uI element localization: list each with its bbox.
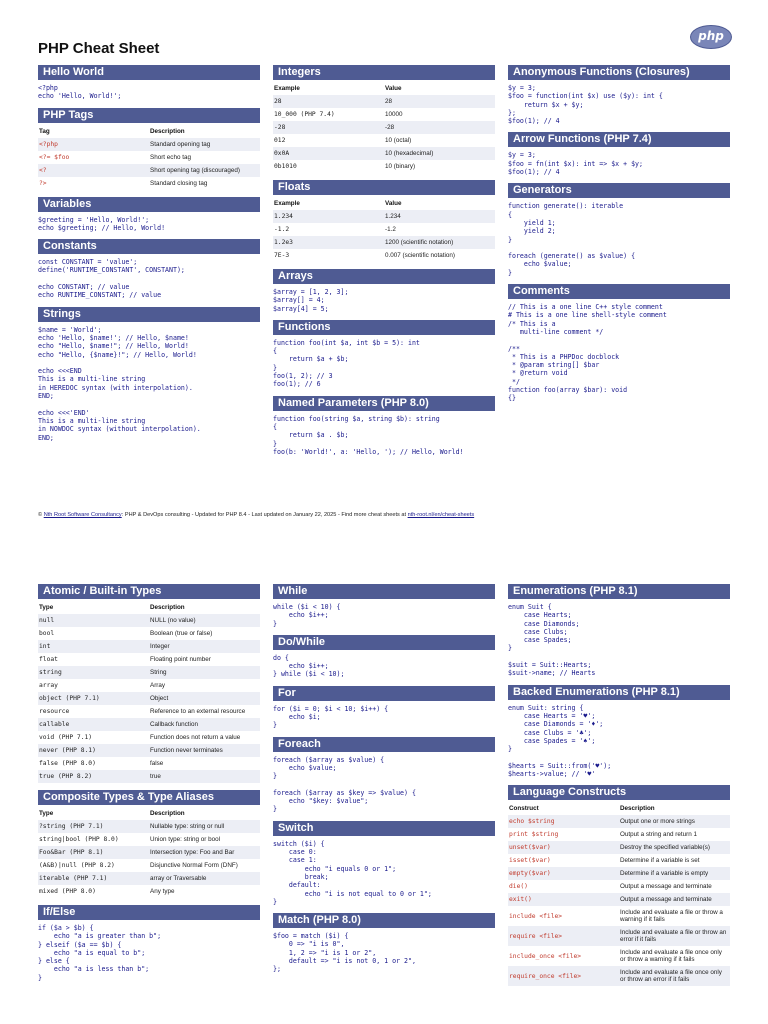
table-cell-key: object (PHP 7.1) <box>38 692 149 705</box>
table-row <box>508 867 730 880</box>
code-block: function foo(string $a, string $b): string { return $a . $b; } foo(b: 'World!', a: 'Hello, '); // Hello, World! <box>273 414 464 456</box>
table-cell-key: require <file> <box>508 926 619 946</box>
table-cell-key: (A&B)|null (PHP 8.2) <box>39 862 115 869</box>
table-cell-key: Foo&Bar (PHP 8.1) <box>38 846 149 859</box>
section-title: Arrays <box>273 269 495 284</box>
column-header: Description <box>620 805 655 813</box>
table-cell-key: ?string (PHP 7.1) <box>38 820 149 833</box>
table-cell-key: ?> <box>39 179 47 187</box>
table-cell-key: float <box>39 656 58 663</box>
section-title: Functions <box>273 320 495 335</box>
table-cell-value: true <box>149 770 260 783</box>
code-block: function foo(int $a, int $b = 5): int { return $a + $b; } foo(1, 2); // 3 foo(1); // 6 <box>273 338 420 389</box>
table-cell-key: <?php <box>38 138 149 151</box>
table-row <box>273 210 495 223</box>
page2-column-1 <box>38 584 260 989</box>
table-cell-value: -28 <box>384 121 495 134</box>
table-cell-value: Output a string and return 1 <box>620 831 698 839</box>
code-block: do { echo $i++; } while ($i < 10); <box>273 653 345 679</box>
section-title: Language Constructs <box>508 785 730 800</box>
table-cell-value: Determine if a variable is empty <box>619 867 730 880</box>
section-if-else <box>38 905 260 982</box>
php-logo: php <box>690 25 732 49</box>
code-block: foreach ($array as $value) { echo $value; } foreach ($array as $key => $value) { echo "$key: $value"; } <box>273 755 416 814</box>
table-cell-value: Short echo tag <box>150 153 191 161</box>
table-cell-key: true (PHP 8.2) <box>38 770 149 783</box>
table-cell-value: Reference to an external resource <box>150 708 246 715</box>
table-cell-key: 0x0A <box>273 147 384 160</box>
table-cell-value: 28 <box>384 95 495 108</box>
language-constructs-table <box>508 804 730 986</box>
table-row <box>508 906 730 926</box>
section-match <box>273 913 495 973</box>
table-header-row <box>508 804 730 815</box>
table-cell-key: exit() <box>508 893 619 906</box>
section-generators <box>508 183 730 277</box>
table-cell-value: Determine if a variable is set <box>620 857 700 865</box>
section-title: Constants <box>38 239 260 254</box>
table-row <box>273 160 495 173</box>
table-cell-value: Any type <box>150 888 175 895</box>
table-row <box>273 95 495 108</box>
table-row <box>38 164 260 177</box>
table-row <box>508 966 730 986</box>
section-title: Match (PHP 8.0) <box>273 913 495 928</box>
table-row <box>273 121 495 134</box>
table-cell-value: Standard closing tag <box>150 179 208 187</box>
table-cell-key: empty($var) <box>508 867 619 880</box>
column-header: Value <box>385 200 402 207</box>
table-cell-key: void (PHP 7.1) <box>39 734 93 741</box>
page2-column-2 <box>273 584 495 981</box>
table-cell-key: 7E-3 <box>274 252 290 259</box>
section-named-parameters <box>273 396 495 456</box>
table-row <box>38 705 260 718</box>
code-block: if ($a > $b) { echo "a is greater than b"; } elseif ($a == $b) { echo "a is equal to b"; } else { echo "a is less than b"; } <box>38 924 162 982</box>
table-row <box>38 757 260 770</box>
section-title: While <box>273 584 495 599</box>
table-row <box>273 147 495 160</box>
column-header: Type <box>39 604 54 611</box>
section-title: If/Else <box>38 905 260 920</box>
section-for <box>273 686 495 730</box>
table-cell-value: Include and evaluate a file or throw a warning if it fails <box>620 909 723 924</box>
code-block: $y = 3; $foo = fn(int $x): int => $x + $y; $foo(1); // 4 <box>508 151 643 177</box>
code-block: const CONSTANT = 'value'; define('RUNTIME_CONSTANT', CONSTANT); echo CONSTANT; // value echo RUNTIME_CONSTANT; // value <box>38 258 185 300</box>
composite-types-table <box>38 809 260 898</box>
table-cell-value: Output one or more strings <box>619 815 730 828</box>
footer <box>38 512 474 518</box>
column-header: Type <box>39 810 54 817</box>
column-header: Tag <box>39 127 50 135</box>
column-3 <box>508 65 730 410</box>
table-cell-value: Floating point number <box>150 656 211 663</box>
table-header-row <box>38 127 260 138</box>
section-title: Foreach <box>273 737 495 752</box>
table-row <box>38 151 260 164</box>
code-block: // This is a one line C++ style comment # This is a one line shell-style comment /* This is a multi-line comment */ /** * This is a PHPDoc docblock * @param string[] $bar * @return void */ function foo(array $bar): void {} <box>508 303 667 403</box>
table-cell-value: -1.2 <box>385 226 396 233</box>
floats-table <box>273 199 495 262</box>
table-cell-value: Callback function <box>149 718 260 731</box>
section-arrow-functions <box>508 132 730 176</box>
section-do-while <box>273 635 495 679</box>
table-cell-key: unset($var) <box>508 841 619 854</box>
footer-prefix: © <box>38 512 44 518</box>
section-title: PHP Tags <box>38 108 260 123</box>
section-comments <box>508 284 730 403</box>
column-header: Description <box>150 604 185 611</box>
table-cell-value: Array <box>150 682 166 689</box>
column-header: Value <box>385 85 402 92</box>
table-cell-key: -1.2 <box>274 226 290 233</box>
table-cell-value: 1200 (scientific notation) <box>384 236 495 249</box>
page-title: PHP Cheat Sheet <box>38 40 160 57</box>
section-title: Do/While <box>273 635 495 650</box>
section-atomic-types <box>38 584 260 783</box>
table-cell-value: Boolean (true or false) <box>150 630 213 637</box>
table-cell-key: array <box>39 682 58 689</box>
table-row <box>38 653 260 666</box>
section-title: Composite Types & Type Aliases <box>38 790 260 805</box>
table-cell-value: Include and evaluate a file once only or throw a warning if it fails <box>620 949 722 964</box>
table-row <box>273 236 495 249</box>
table-cell-key: int <box>38 640 149 653</box>
table-row <box>38 679 260 692</box>
section-title: Enumerations (PHP 8.1) <box>508 584 730 599</box>
column-header: Example <box>274 200 300 207</box>
section-enumerations <box>508 584 730 678</box>
section-title: Arrow Functions (PHP 7.4) <box>508 132 730 147</box>
table-row <box>508 854 730 867</box>
column-header: Description <box>150 810 185 817</box>
code-block: enum Suit { case Hearts; case Diamonds; case Clubs; case Spades; } $suit = Suit::Hearts; $suit->name; // Hearts <box>508 603 596 678</box>
table-cell-value: Object <box>149 692 260 705</box>
section-title: Atomic / Built-in Types <box>38 584 260 599</box>
table-cell-value: Output a message and terminate <box>619 893 730 906</box>
section-title: Variables <box>38 197 260 212</box>
table-cell-key: mixed (PHP 8.0) <box>39 888 96 895</box>
page2-column-3 <box>508 584 730 993</box>
table-cell-key: iterable (PHP 7.1) <box>38 872 149 885</box>
section-title: Integers <box>273 65 495 80</box>
section-php-tags <box>38 108 260 190</box>
table-cell-key: 1.234 <box>273 210 384 223</box>
column-2 <box>273 65 495 463</box>
table-row <box>273 223 495 236</box>
table-cell-key: 28 <box>273 95 384 108</box>
code-block: <?php echo 'Hello, World!'; <box>38 84 122 101</box>
code-block: switch ($i) { case 0: case 1: echo "i equals 0 or 1"; break; default: echo "i is not equal to 0 or 1"; } <box>273 839 432 906</box>
section-foreach <box>273 737 495 814</box>
section-while <box>273 584 495 628</box>
table-cell-key: bool <box>39 630 55 637</box>
table-cell-value: Disjunctive Normal Form (DNF) <box>150 862 238 869</box>
table-row <box>38 846 260 859</box>
table-cell-value: array or Traversable <box>149 872 260 885</box>
table-cell-key: require_once <file> <box>508 966 619 986</box>
table-cell-value: Integer <box>149 640 260 653</box>
table-header-row <box>273 84 495 95</box>
table-row <box>38 770 260 783</box>
table-row <box>38 872 260 885</box>
table-cell-key: isset($var) <box>509 857 551 865</box>
section-language-constructs <box>508 785 730 986</box>
table-row <box>273 249 495 262</box>
table-cell-key: print $string <box>509 831 559 839</box>
table-row <box>508 841 730 854</box>
section-floats <box>273 180 495 262</box>
table-cell-value: 10000 <box>385 111 403 118</box>
table-row <box>38 177 260 190</box>
section-switch <box>273 821 495 906</box>
code-block: $array = [1, 2, 3]; $array[] = 4; $array[4] = 5; <box>273 288 349 313</box>
table-cell-key: null <box>38 614 149 627</box>
table-cell-value: Short opening tag (discouraged) <box>149 164 260 177</box>
table-row <box>38 614 260 627</box>
table-cell-value: 1.234 <box>384 210 495 223</box>
table-cell-key: die() <box>509 883 528 891</box>
table-row <box>38 885 260 898</box>
table-cell-key: 012 <box>274 137 286 144</box>
footer-cheatsheets-link[interactable]: nth-root.nl/en/cheat-sheets <box>407 512 475 518</box>
footer-text: : PHP & DevOps consulting - Updated for PHP 8.4 - Last updated on January 22, 2025 - Find more cheat sheets at <box>121 512 408 518</box>
code-block: function generate(): iterable { yield 1; yield 2; } foreach (generate() as $value) { echo $value; } <box>508 202 636 277</box>
table-cell-value: Include and evaluate a file once only or throw an error if it fails <box>619 966 730 986</box>
code-block: $greeting = 'Hello, World!'; echo $greeting; // Hello, World! <box>38 215 166 232</box>
section-title: Strings <box>38 307 260 322</box>
table-cell-key: resource <box>39 708 70 715</box>
table-row <box>38 627 260 640</box>
integers-table <box>273 84 495 173</box>
section-title: Switch <box>273 821 495 836</box>
table-row <box>508 893 730 906</box>
php-tags-table <box>38 127 260 190</box>
table-cell-value: 10 (octal) <box>385 137 412 144</box>
section-arrays <box>273 269 495 313</box>
table-cell-value: Union type: string or bool <box>150 836 221 843</box>
table-cell-value: 0.007 (scientific notation) <box>385 252 456 259</box>
table-cell-key: 0b1010 <box>274 163 297 170</box>
table-cell-key: never (PHP 8.1) <box>38 744 149 757</box>
atomic-types-table <box>38 603 260 783</box>
table-row <box>38 859 260 872</box>
column-1 <box>38 65 260 449</box>
table-cell-value: String <box>149 666 260 679</box>
table-cell-key: string <box>38 666 149 679</box>
table-cell-value: Function never terminates <box>149 744 260 757</box>
table-cell-value: Output a message and terminate <box>620 883 712 891</box>
section-variables <box>38 197 260 233</box>
table-cell-key: echo $string <box>508 815 619 828</box>
section-title: Comments <box>508 284 730 299</box>
code-block: $foo = match ($i) { 0 => "i is 0", 1, 2 => "i is 1 or 2", default => "i is not 0, 1 or 2", }; <box>273 932 416 974</box>
table-header-row <box>38 603 260 614</box>
section-integers <box>273 65 495 173</box>
section-title: Generators <box>508 183 730 198</box>
table-row <box>38 744 260 757</box>
section-title: Anonymous Functions (Closures) <box>508 65 730 80</box>
table-row <box>38 718 260 731</box>
table-cell-value: false <box>150 760 164 767</box>
section-title: Floats <box>273 180 495 195</box>
code-block: while ($i < 10) { echo $i++; } <box>273 603 341 628</box>
table-row <box>38 692 260 705</box>
section-constants <box>38 239 260 299</box>
table-cell-key: callable <box>38 718 149 731</box>
table-row <box>38 820 260 833</box>
table-header-row <box>38 809 260 820</box>
table-cell-value: Intersection type: Foo and Bar <box>149 846 260 859</box>
table-cell-key: include <file> <box>509 912 563 920</box>
section-title: For <box>273 686 495 701</box>
table-cell-key: include_once <file> <box>509 952 582 960</box>
table-cell-key: 1.2e3 <box>273 236 384 249</box>
section-functions <box>273 320 495 389</box>
table-header-row <box>273 199 495 210</box>
table-row <box>38 731 260 744</box>
code-block: enum Suit: string { case Hearts = '♥'; case Diamonds = '♦'; case Clubs = '♣'; case Spades = '♠'; } $hearts = Suit::from('♥'); $hearts->value; // '♥' <box>508 703 612 779</box>
table-row <box>273 134 495 147</box>
table-cell-value: Standard opening tag <box>149 138 260 151</box>
table-row <box>508 828 730 841</box>
code-block: for ($i = 0; $i < 10; $i++) { echo $i; } <box>273 704 389 730</box>
column-header: Construct <box>509 805 539 813</box>
section-backed-enumerations <box>508 685 730 779</box>
footer-company-link[interactable]: Nth Root Software Consultancy <box>43 512 122 518</box>
table-row <box>508 880 730 893</box>
table-row <box>508 926 730 946</box>
table-cell-value: Nullable type: string or null <box>149 820 260 833</box>
column-header: Description <box>150 127 185 135</box>
table-cell-value: 10 (binary) <box>385 163 416 170</box>
table-cell-value: 10 (hexadecimal) <box>384 147 495 160</box>
table-row <box>273 108 495 121</box>
table-cell-key: false (PHP 8.0) <box>39 760 96 767</box>
section-title: Hello World <box>38 65 260 80</box>
table-cell-value: Include and evaluate a file or throw an error if it fails <box>619 926 730 946</box>
table-row <box>38 640 260 653</box>
table-cell-value: Destroy the specified variable(s) <box>619 841 730 854</box>
table-cell-key: <? <box>38 164 149 177</box>
code-block: $y = 3; $foo = function(int $x) use ($y): int { return $x + $y; }; $foo(1); // 4 <box>508 84 663 126</box>
section-anonymous-functions <box>508 65 730 125</box>
column-header: Example <box>274 85 300 92</box>
table-row <box>38 833 260 846</box>
table-cell-value: Function does not return a value <box>150 734 241 741</box>
section-composite-types <box>38 790 260 898</box>
code-block: $name = 'World'; echo 'Hello, $name!'; // Hello, $name! echo "Hello, $name!"; // Hello, World! echo "Hello, {$name}!"; // Hello, World! echo <<<END This is a multi-line string in HEREDOC syntax (with interpolation). END; echo <<<'END' This is a multi-line string in NOWDOC syntax (without interpolation). END; <box>38 325 201 442</box>
table-cell-key: -28 <box>273 121 384 134</box>
table-row <box>508 946 730 966</box>
section-title: Backed Enumerations (PHP 8.1) <box>508 685 730 700</box>
table-row <box>508 815 730 828</box>
section-title: Named Parameters (PHP 8.0) <box>273 396 495 411</box>
table-row <box>38 666 260 679</box>
section-strings <box>38 307 260 442</box>
section-hello-world <box>38 65 260 101</box>
table-cell-value: NULL (no value) <box>149 614 260 627</box>
table-cell-key: <?= $foo <box>39 153 70 161</box>
table-cell-key: string|bool (PHP 8.0) <box>39 836 119 843</box>
table-row <box>38 138 260 151</box>
table-cell-key: 10_000 (PHP 7.4) <box>274 111 335 118</box>
